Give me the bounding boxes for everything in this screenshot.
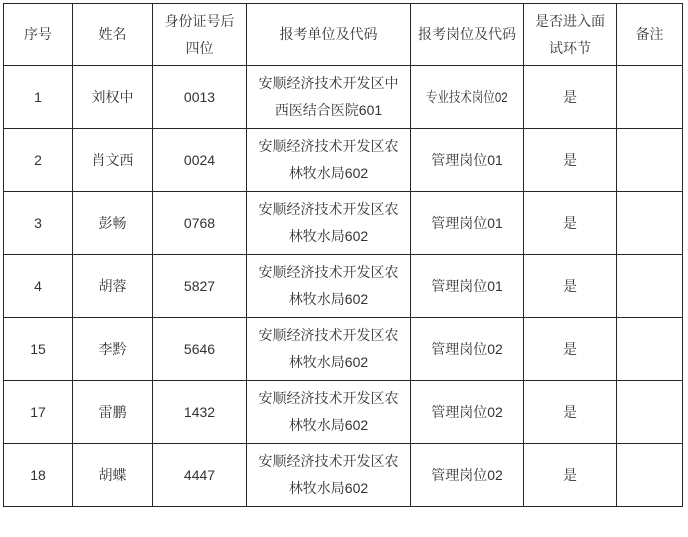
- cell-position: [411, 255, 524, 318]
- table-row: [4, 192, 683, 255]
- cell-remark: [617, 255, 683, 318]
- cell-remark: [617, 66, 683, 129]
- cell-name: 雷鹏: [73, 381, 153, 444]
- header-interview: 是否进入面试环节: [524, 4, 617, 66]
- header-id-last4: 身份证号后四位: [153, 4, 247, 66]
- table-row: [4, 129, 683, 192]
- cell-interview: 是: [524, 381, 617, 444]
- cell-id-last4: 1432: [153, 381, 247, 444]
- header-name: 姓名: [73, 4, 153, 66]
- cell-name: 彭畅: [73, 192, 153, 255]
- cell-seq: 3: [4, 192, 73, 255]
- cell-name: 胡蝶: [73, 444, 153, 507]
- header-row: [4, 4, 683, 66]
- cell-position: [411, 192, 524, 255]
- cell-interview: 是: [524, 318, 617, 381]
- cell-seq: 15: [4, 318, 73, 381]
- header-unit: 报考单位及代码: [247, 4, 411, 66]
- cell-id-last4: 5646: [153, 318, 247, 381]
- position-text: 管理岗位01: [431, 214, 503, 231]
- cell-unit: 安顺经济技术开发区农林牧水局602: [247, 129, 411, 192]
- cell-interview: 是: [524, 192, 617, 255]
- cell-unit: 安顺经济技术开发区中西医结合医院601: [247, 66, 411, 129]
- cell-name: 刘权中: [73, 66, 153, 129]
- cell-seq: 17: [4, 381, 73, 444]
- cell-name: 胡蓉: [73, 255, 153, 318]
- cell-unit: 安顺经济技术开发区农林牧水局602: [247, 192, 411, 255]
- cell-interview: 是: [524, 66, 617, 129]
- cell-id-last4: 4447: [153, 444, 247, 507]
- position-text: 管理岗位01: [431, 151, 503, 168]
- cell-position: [411, 66, 524, 129]
- header-position: 报考岗位及代码: [411, 4, 524, 66]
- cell-unit: 安顺经济技术开发区农林牧水局602: [247, 444, 411, 507]
- table-row: [4, 255, 683, 318]
- position-text: 管理岗位02: [431, 466, 503, 483]
- cell-unit: 安顺经济技术开发区农林牧水局602: [247, 318, 411, 381]
- cell-unit: 安顺经济技术开发区农林牧水局602: [247, 255, 411, 318]
- cell-id-last4: 0024: [153, 129, 247, 192]
- table-row: [4, 318, 683, 381]
- cell-seq: 2: [4, 129, 73, 192]
- candidate-roster-table: [3, 3, 683, 507]
- cell-remark: [617, 318, 683, 381]
- cell-position: [411, 444, 524, 507]
- header-remark: 备注: [617, 4, 683, 66]
- cell-seq: 4: [4, 255, 73, 318]
- cell-id-last4: 0768: [153, 192, 247, 255]
- position-text: 专业技术岗位02: [426, 88, 508, 105]
- cell-seq: 1: [4, 66, 73, 129]
- table-row: [4, 381, 683, 444]
- table-row: [4, 66, 683, 129]
- cell-id-last4: 0013: [153, 66, 247, 129]
- cell-interview: 是: [524, 444, 617, 507]
- cell-name: 李黔: [73, 318, 153, 381]
- cell-unit: 安顺经济技术开发区农林牧水局602: [247, 381, 411, 444]
- cell-position: [411, 318, 524, 381]
- header-seq: 序号: [4, 4, 73, 66]
- cell-interview: 是: [524, 129, 617, 192]
- position-text: 管理岗位01: [431, 277, 503, 294]
- cell-name: 肖文西: [73, 129, 153, 192]
- cell-remark: [617, 129, 683, 192]
- cell-position: [411, 129, 524, 192]
- cell-seq: 18: [4, 444, 73, 507]
- cell-position: [411, 381, 524, 444]
- position-text: 管理岗位02: [431, 340, 503, 357]
- cell-remark: [617, 192, 683, 255]
- cell-id-last4: 5827: [153, 255, 247, 318]
- table-row: [4, 444, 683, 507]
- cell-interview: 是: [524, 255, 617, 318]
- cell-remark: [617, 381, 683, 444]
- position-text: 管理岗位02: [431, 403, 503, 420]
- cell-remark: [617, 444, 683, 507]
